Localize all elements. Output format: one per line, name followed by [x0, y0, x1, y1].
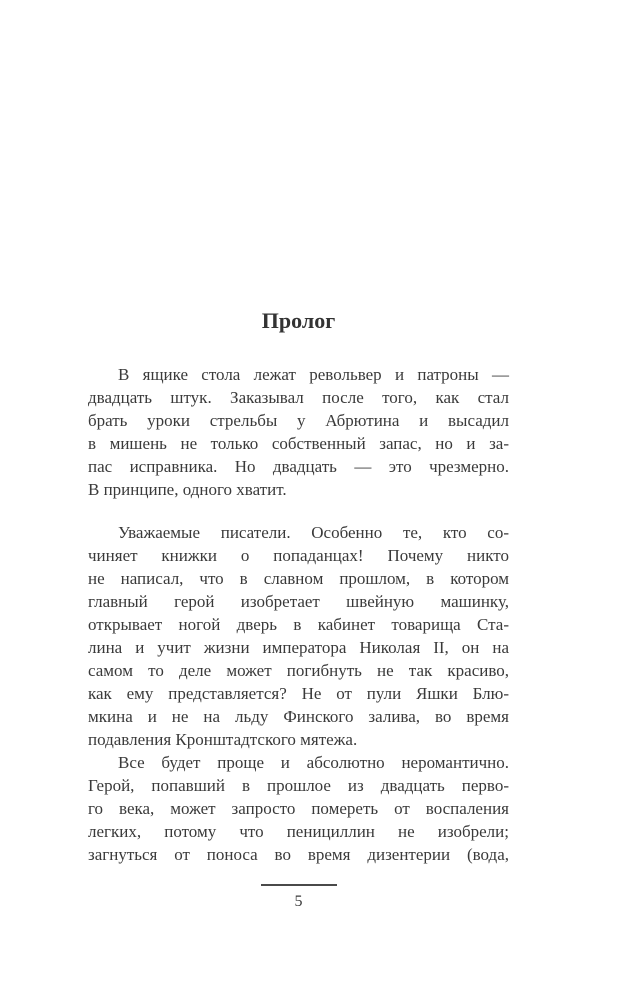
- paragraph: [88, 751, 509, 866]
- text-line: пас исправника. Но двадцать — это чрезмерно.: [88, 457, 509, 476]
- page-footer: [88, 884, 509, 911]
- text-line: главный герой изобретает швейную машинку,: [88, 592, 509, 611]
- paragraph: [88, 363, 509, 501]
- body-text: [88, 363, 509, 866]
- footer-divider: [261, 884, 337, 886]
- text-line: легких, потому что пенициллин не изобрели;: [88, 822, 509, 841]
- text-line: В ящике стола лежат револьвер и патроны —: [118, 365, 509, 384]
- text-line: открывает ногой дверь в кабинет товарища Ста-: [88, 615, 509, 634]
- page-content: [88, 308, 509, 911]
- chapter-heading: Пролог: [261, 308, 336, 333]
- text-line: В принципе, одного хватит.: [88, 480, 287, 499]
- text-line: загнуться от поноса во время дизентерии (вода,: [88, 845, 509, 864]
- text-line: Уважаемые писатели. Особенно те, кто со-: [118, 523, 509, 542]
- text-line: Герой, попавший в прошлое из двадцать перво-: [88, 776, 509, 795]
- text-line: двадцать штук. Заказывал после того, как стал: [88, 388, 509, 407]
- text-line: го века, может запросто помереть от воспаления: [88, 799, 509, 818]
- text-line: самом то деле может погибнуть не так красиво,: [88, 661, 509, 680]
- text-line: не написал, что в славном прошлом, в котором: [88, 569, 509, 588]
- page-number: 5: [294, 892, 303, 910]
- text-line: лина и учит жизни императора Николая II, он на: [88, 638, 509, 657]
- text-line: в мишень не только собственный запас, но и за-: [88, 434, 509, 453]
- paragraph: [88, 521, 509, 751]
- text-line: мкина и не на льду Финского залива, во время: [88, 707, 509, 726]
- text-line: как ему представляется? Не от пули Яшки Блю-: [88, 684, 509, 703]
- text-line: чиняет книжки о попаданцах! Почему никто: [88, 546, 509, 565]
- text-line: подавления Кронштадтского мятежа.: [88, 730, 358, 749]
- text-line: Все будет проще и абсолютно неромантично.: [118, 753, 509, 772]
- text-line: брать уроки стрельбы у Абрютина и высадил: [88, 411, 509, 430]
